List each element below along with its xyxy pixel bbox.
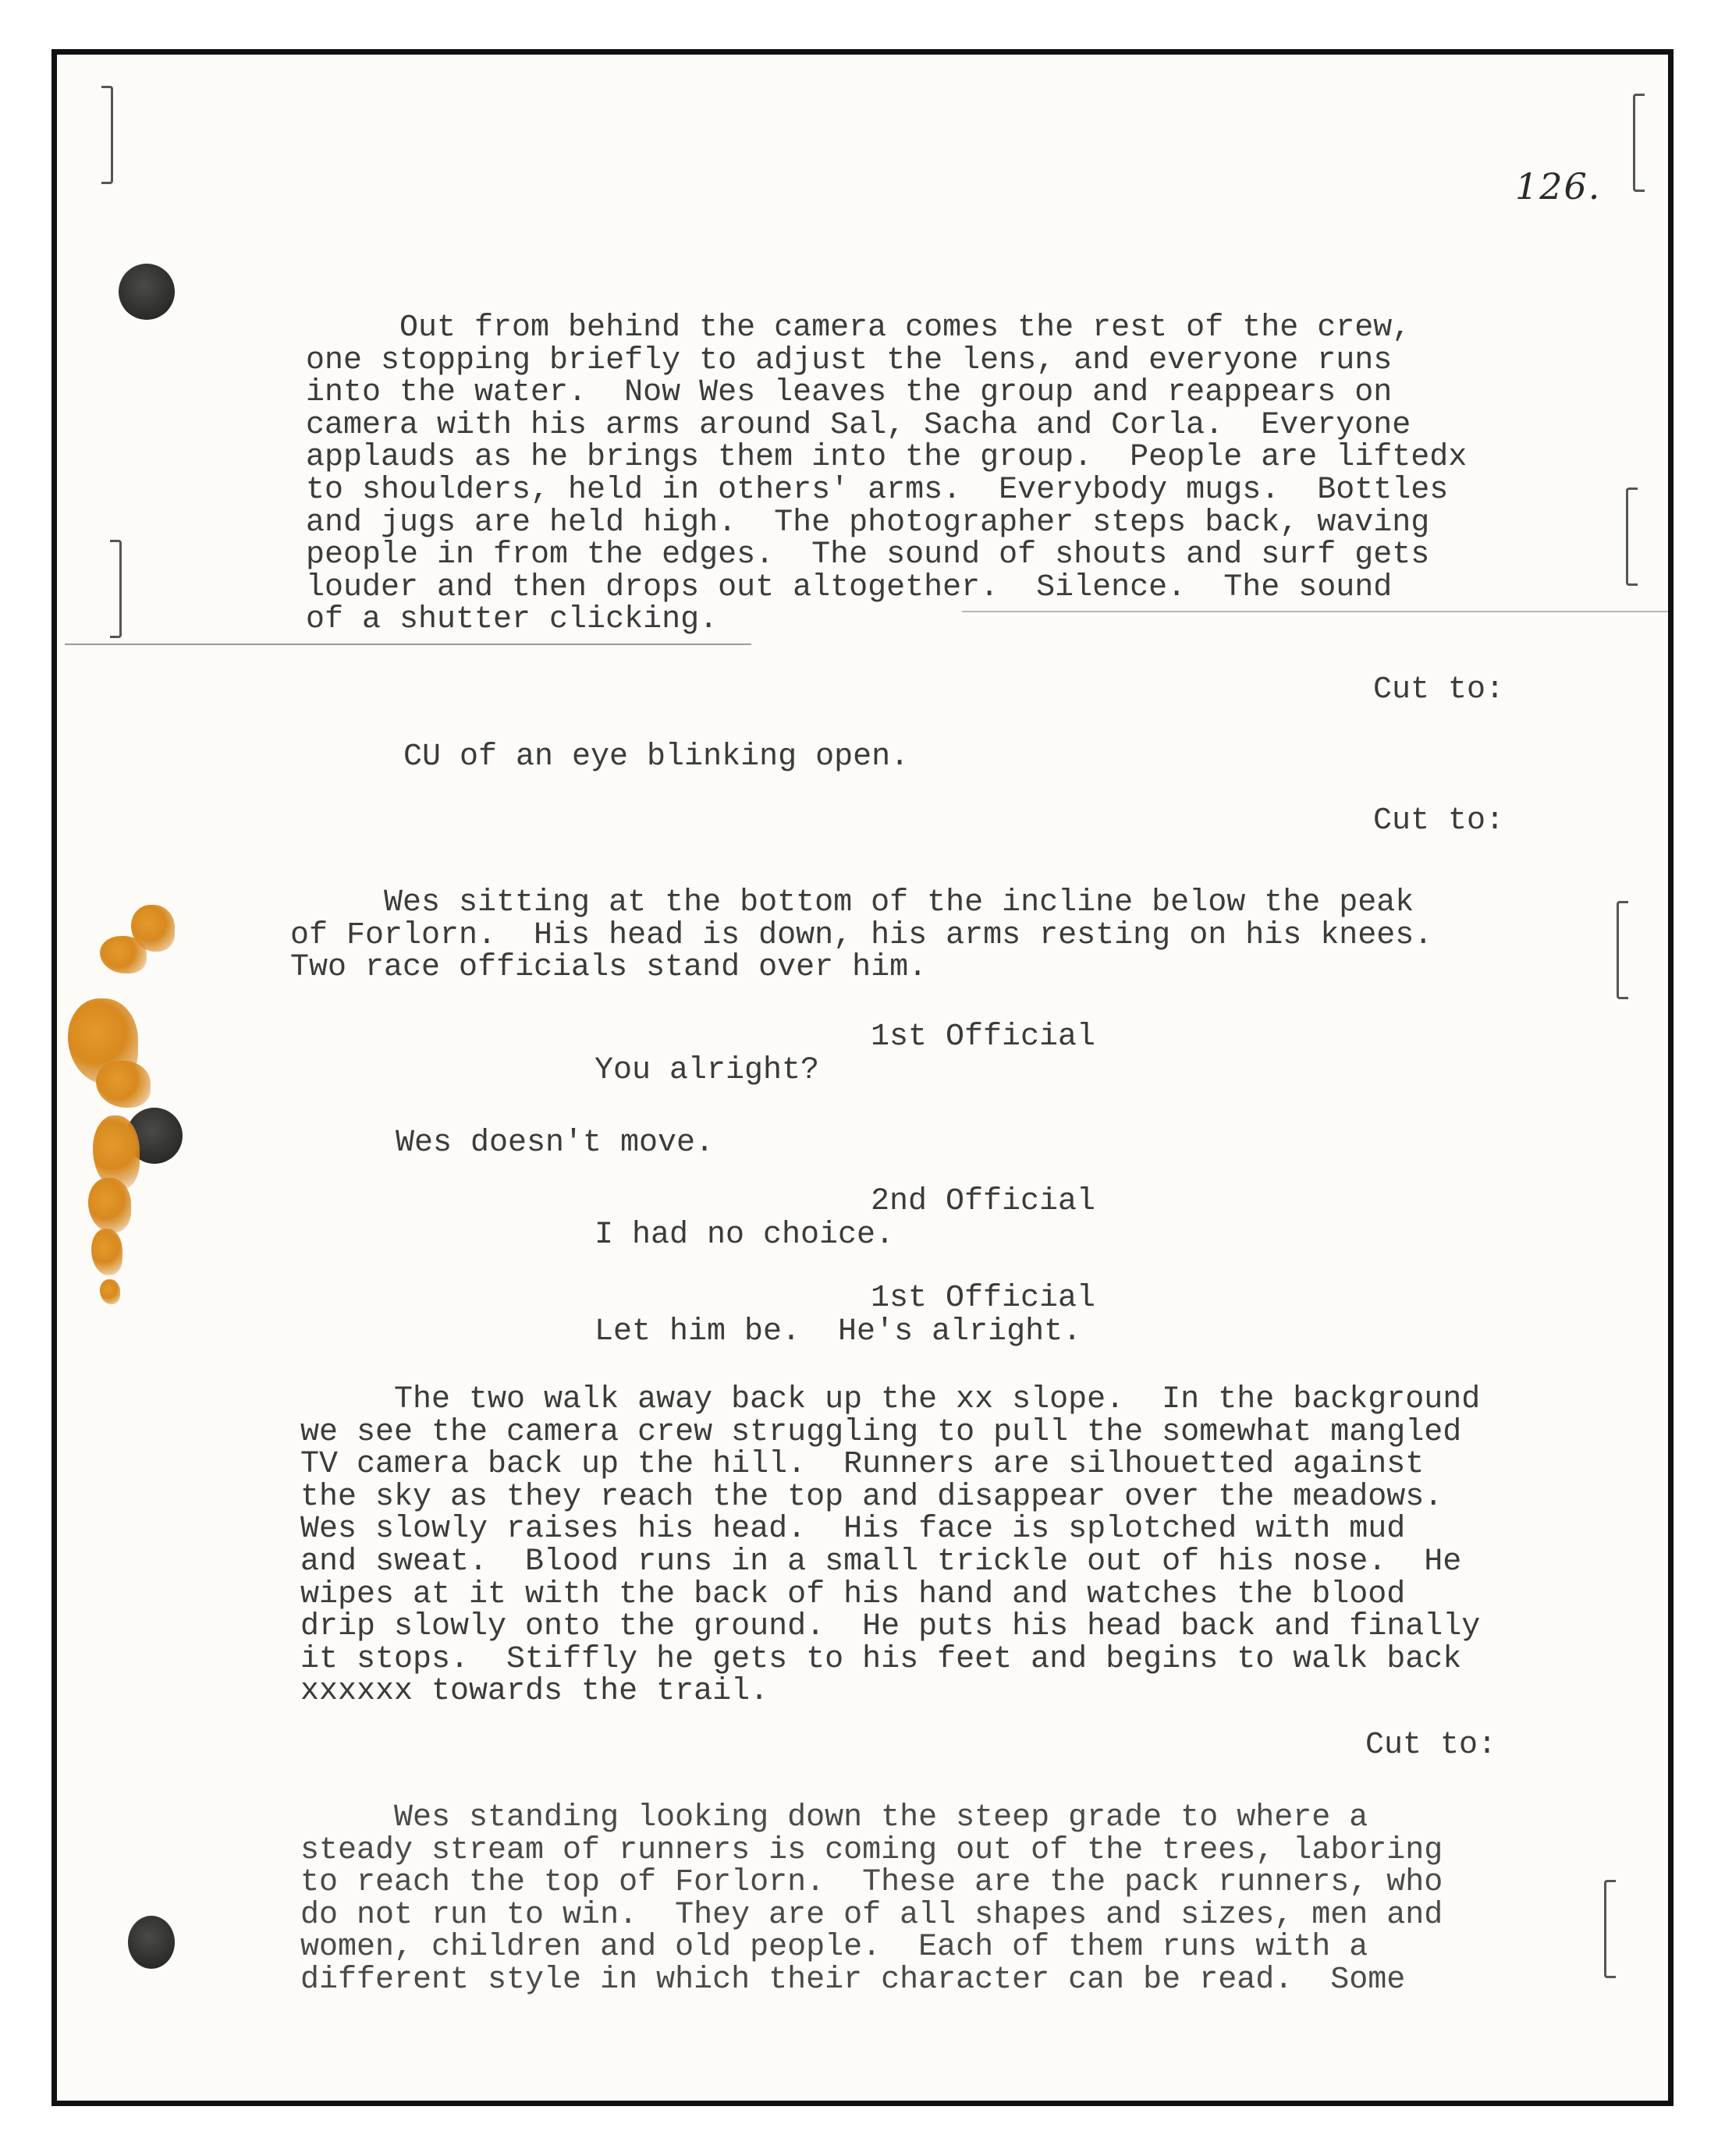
character-name: 1st Official <box>871 1281 1096 1316</box>
page-number: 126. <box>1515 165 1602 207</box>
margin-bracket <box>110 540 122 638</box>
margin-bracket <box>1617 901 1628 999</box>
character-name: 2nd Official <box>871 1184 1096 1219</box>
document-page <box>51 49 1674 2106</box>
paste-up-line <box>65 644 751 645</box>
margin-bracket <box>1633 94 1645 192</box>
margin-bracket <box>1604 1880 1616 1978</box>
scene-description-4: The two walk away back up the xx slope. In the background we see the camera crew struggling to pull the somewhat mangled TV camera back up the hill. Runners are silhouetted against the sky as they reach the top and disappear over the meadows. Wes slowly raises his head. His face is splotched with mud and sweat. Blood runs in a small trickle out of his nose. He wipes at it with the back of his hand and watches the blood drip slowly onto the ground. He puts his head back and finally it stops. Stiffly he gets to his feet and begins to walk back xxxxxx towards the trail. <box>300 1382 1481 1710</box>
character-name: 1st Official <box>871 1019 1096 1055</box>
transition-cut-to: Cut to: <box>1372 803 1504 839</box>
transition-cut-to: Cut to: <box>1365 1728 1496 1763</box>
dialogue-line: You alright? <box>595 1053 820 1088</box>
action-line: Wes doesn't move. <box>396 1126 715 1161</box>
scene-description-5: Wes standing looking down the steep grade to where a steady stream of runners is coming out of the trees, laboring to reach the top of Forlorn. These are the pack runners, who do not run to win. They are of all shapes and sizes, men and women, children and old people. Each of them runs with a different style in which their character can be read. Some <box>300 1800 1443 1998</box>
punch-hole-bottom <box>128 1916 175 1969</box>
margin-bracket <box>101 86 113 184</box>
scene-description-2: CU of an eye blinking open. <box>403 739 910 775</box>
margin-bracket <box>1626 488 1638 586</box>
scene-description-1: Out from behind the camera comes the rest of the crew, one stopping briefly to adjust the lens, and everyone runs into the water. Now Wes leaves the group and reappears on camera with his arms around Sal, Sacha and Corla. Everyone applauds as he brings them into the group. People are liftedx to shoulders, held in others' arms. Everybody mugs. Bottles and jugs are held high. The photographer steps back, waving people in from the edges. The sound of shouts and surf gets louder and then drops out altogether. Silence. The sound of a shutter clicking. <box>306 310 1468 638</box>
transition-cut-to: Cut to: <box>1372 672 1504 707</box>
dialogue-line: I had no choice. <box>595 1218 895 1253</box>
punch-hole-top <box>119 264 175 320</box>
scene-description-3: Wes sitting at the bottom of the incline below the peak of Forlorn. His head is down, his arms resting on his knees. Two race officials stand over him. <box>290 885 1433 986</box>
dialogue-line: Let him be. He's alright. <box>595 1314 1082 1349</box>
